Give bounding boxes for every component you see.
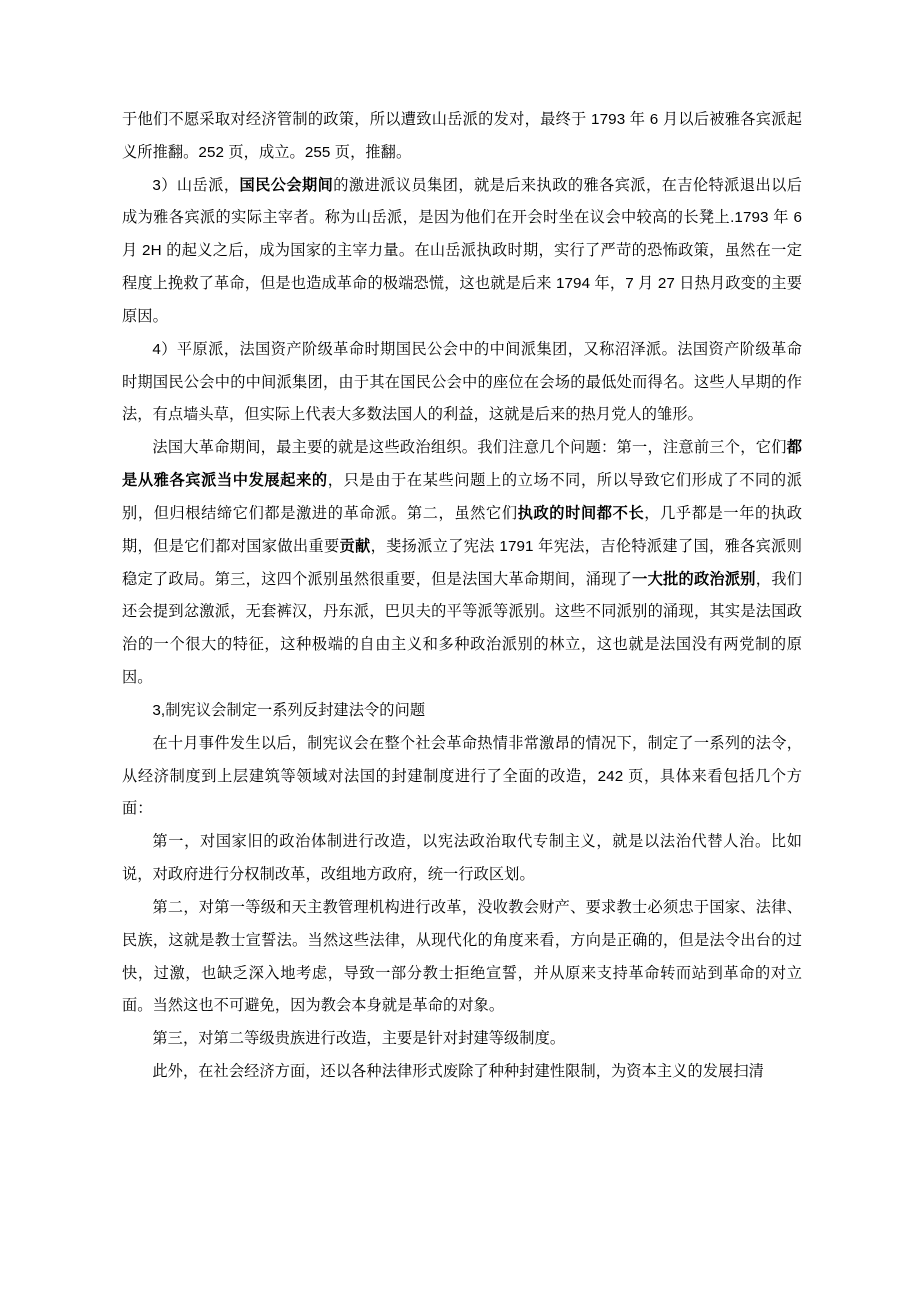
text-run: ，斐扬派立了宪法 1791 年宪法，吉伦特派建了国，雅各宾派则稳定了政局。第三，这四个派别虽然很重要，但是法国大革命期间，涌现了 (122, 537, 802, 588)
emphasized-text: 国民公会期间 (239, 176, 334, 194)
text-run: 第三，对第二等级贵族进行改造，主要是针对封建等级制度。 (152, 1030, 566, 1048)
text-run: 于他们不愿采取对经济管制的政策，所以遭致山岳派的发对，最终于 1793 年 6 月以后被雅各宾派起义所推翻。252 页，成立。255 页，推翻。 (122, 111, 802, 161)
emphasized-text: 贡献 (339, 537, 371, 555)
text-run: 第一，对国家旧的政治体制进行改造，以宪法政治取代专制主义，就是以法治代替人治。比如说，对政府进行分权制改革，改组地方政府，统一行政区划。 (122, 833, 802, 884)
emphasized-text: 执政的时间都不长 (517, 504, 645, 522)
document-text-body (122, 104, 802, 1089)
text-run: ，我们还会提到忿激派，无套裤汉，丹东派，巴贝夫的平等派等派别。这些不同派别的涌现，其实是法国政治的一个很大的特征，这种极端的自由主义和多种政治派别的林立，这也就是法国没有两党制的原因。 (122, 570, 802, 687)
text-run: 4）平原派，法国资产阶级革命时期国民公会中的中间派集团，又称沼泽派。法国资产阶级革命时期国民公会中的中间派集团，由于其在国民公会中的座位在会场的最低处而得名。这些人早期的作法，有点墙头草，但实际上代表大多数法国人的利益，这就是后来的热月党人的雏形。 (122, 340, 802, 424)
paragraph (122, 728, 802, 826)
text-run: 法国大革命期间，最主要的就是这些政治组织。我们注意几个问题：第一，注意前三个，它们 (152, 439, 787, 457)
paragraph (122, 1023, 802, 1056)
paragraph (122, 695, 802, 728)
text-run: 3）山岳派， (152, 176, 240, 194)
text-run: ，只是由于在某些问题上的立场不同，所以导致它们形成了不同的派别，但归根结缔它们都是激进的革命派。第二，虽然它们 (122, 472, 802, 522)
paragraph (122, 170, 802, 334)
text-run: 3,制宪议会制定一系列反封建法令的问题 (152, 701, 426, 719)
paragraph (122, 892, 802, 1023)
paragraph (122, 826, 802, 892)
paragraph (122, 1056, 802, 1089)
paragraph (122, 334, 802, 432)
paragraph (122, 432, 802, 695)
emphasized-text: 一大批的政治派别 (632, 570, 756, 588)
text-run: 的激进派议员集团，就是后来执政的雅各宾派，在吉伦特派退出以后成为雅各宾派的实际主宰者。称为山岳派，是因为他们在开会时坐在议会中较高的长凳上.1793 年 6 月 2H 的起义之后，成为国家的主宰力量。在山岳派执政时期，实行了严苛的恐怖政策，虽然在一定程度上挽救了革命，但是也造成革命的极端恐慌，这也就是后来 1794 年，7 月 27 日热月政变的主要原因。 (122, 176, 803, 325)
text-run: 第二，对第一等级和天主教管理机构进行改革，没收教会财产、要求教士必须忠于国家、法律、民族，这就是教士宣誓法。当然这些法律，从现代化的角度来看，方向是正确的，但是法令出台的过快，过激，也缺乏深入地考虑，导致一部分教士拒绝宣誓，并从原来支持革命转而站到革命的对立面。当然这也不可避免，因为教会本身就是革命的对象。 (122, 898, 802, 1015)
text-run: 在十月事件发生以后，制宪议会在整个社会革命热情非常激昂的情况下，制定了一系列的法令，从经济制度到上层建筑等领域对法国的封建制度进行了全面的改造，242 页，具体来看包括几个方面： (122, 734, 802, 818)
paragraph (122, 104, 802, 170)
text-run: 此外，在社会经济方面，还以各种法律形式废除了种种封建性限制，为资本主义的发展扫清 (152, 1063, 764, 1081)
emphasized-text: 都是从雅各宾派当中发展起来的 (122, 439, 802, 490)
text-run: ，几乎都是一年的执政期，但是它们都对国家做出重要 (122, 504, 802, 555)
